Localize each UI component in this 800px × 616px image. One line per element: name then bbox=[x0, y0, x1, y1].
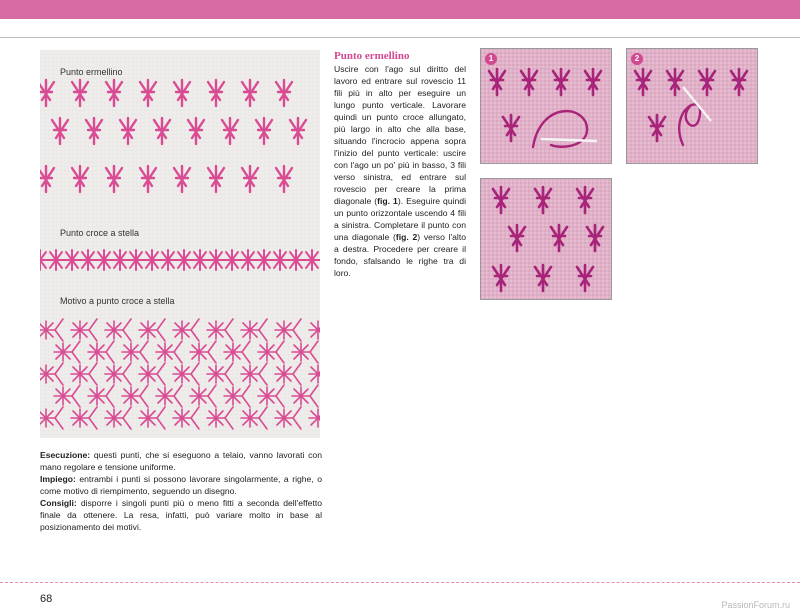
diagram-ermine-stitch bbox=[521, 69, 537, 95]
figure-3-diagram bbox=[481, 179, 612, 300]
grid-lines bbox=[627, 49, 758, 164]
diagram-ermine-stitch bbox=[535, 187, 551, 213]
page-number: 68 bbox=[40, 593, 53, 605]
figure-1-diagram bbox=[481, 49, 612, 164]
embroidery-samples-drawing bbox=[40, 50, 320, 438]
footer-dashed-rule bbox=[0, 582, 800, 583]
figure-2-diagram bbox=[627, 49, 758, 164]
section-text-c: ) verso l'alto a destra. Procedere per creare il fondo, sfalsando le righe tra di loro. bbox=[334, 232, 467, 278]
needle-icon bbox=[541, 139, 597, 141]
label-star-cross: Punto croce a stella bbox=[60, 228, 140, 238]
diagram-ermine-stitch bbox=[731, 69, 747, 95]
watermark: PassionForum.ru bbox=[721, 600, 790, 610]
section-text-b: ). Eseguire quindi un punto orizzontale uscendo 4 fili a sinistra. Completare il punto con una diagonale ( bbox=[334, 196, 466, 242]
header-rule bbox=[0, 37, 800, 38]
section-body bbox=[334, 63, 466, 279]
grid-lines bbox=[481, 49, 612, 164]
figure-2 bbox=[626, 48, 758, 164]
caption-block bbox=[40, 449, 322, 533]
section-text-a: Uscire con l'ago sul diritto del lavoro ed entrare sul rovescio 11 fili più in alto per eseguire un lungo punto verticale. Lavorare quindi un punto croce allungato, più largo in alto che alla base, situando l'incrocio appena sopra l'inizio del punto verticale: uscire con l'ago un po' più in basso, 3 fili verso sinistra, ed entrare sul rovescio per creare la prima diagonale ( bbox=[334, 64, 466, 206]
caption-usage-label: Impiego: bbox=[40, 474, 76, 484]
fig2-reference: fig. 2 bbox=[395, 232, 418, 242]
caption-usage bbox=[40, 473, 322, 497]
diagram-ermine-stitch bbox=[585, 69, 601, 95]
caption-tips bbox=[40, 497, 322, 533]
label-motif: Motivo a punto croce a stella bbox=[60, 296, 175, 306]
diagram-ermine-stitch bbox=[493, 187, 509, 213]
figure-3 bbox=[480, 178, 612, 300]
label-ermine: Punto ermellino bbox=[60, 67, 123, 77]
caption-execution-label: Esecuzione: bbox=[40, 450, 91, 460]
caption-usage-text: entrambi i punti si possono lavorare singolarmente, a righe, o come motivo di riempimento, seguendo un disegno. bbox=[40, 474, 322, 496]
section-title: Punto ermellino bbox=[334, 50, 410, 62]
diagram-ermine-stitch bbox=[577, 187, 593, 213]
needle-thread bbox=[679, 104, 700, 145]
figure-2-badge: 2 bbox=[631, 53, 643, 65]
figure-1 bbox=[480, 48, 612, 164]
diagram-ermine-stitch bbox=[635, 69, 651, 95]
diagram-ermine-stitch bbox=[667, 69, 683, 95]
embroidery-photo bbox=[40, 50, 320, 438]
caption-tips-text: disporre i singoli punti più o meno fitti a seconda dell'effetto finale da ottenere. La resa, infatti, può variare molto in base al posizionamento dei motivi. bbox=[40, 498, 322, 532]
header-band bbox=[0, 0, 800, 19]
caption-execution bbox=[40, 449, 322, 473]
figure-1-badge: 1 bbox=[485, 53, 497, 65]
caption-execution-text: questi punti, che si eseguono a telaio, vanno lavorati con mano regolare e tensione uniforme. bbox=[40, 450, 322, 472]
caption-tips-label: Consigli: bbox=[40, 498, 77, 508]
fig1-reference: fig. 1 bbox=[377, 196, 398, 206]
diagram-ermine-stitch bbox=[489, 69, 505, 95]
diagram-ermine-stitch bbox=[699, 69, 715, 95]
diagram-ermine-stitch bbox=[553, 69, 569, 95]
